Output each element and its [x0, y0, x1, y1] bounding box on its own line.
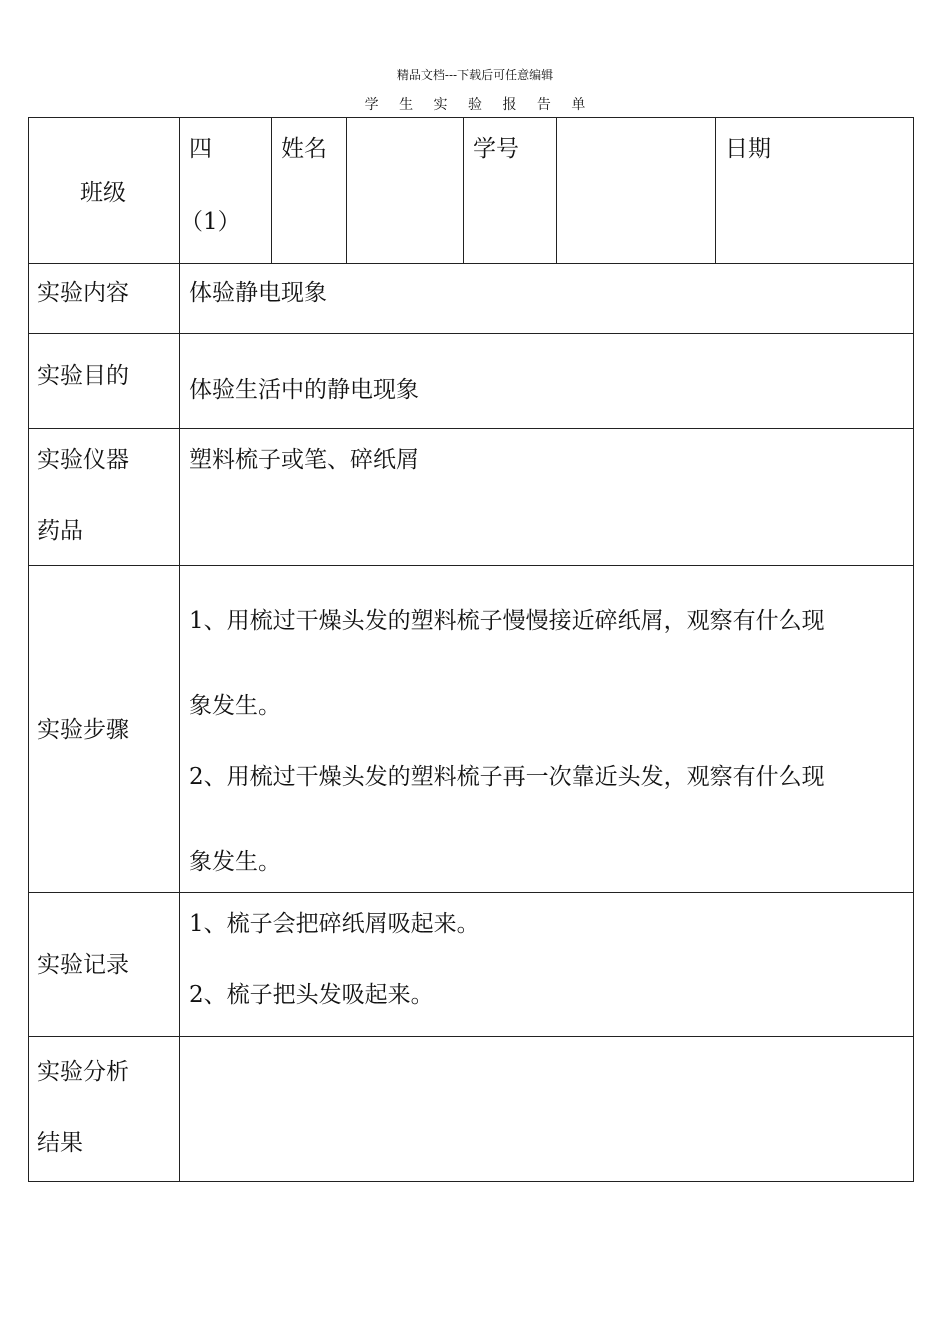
purpose-value: 体验生活中的静电现象	[189, 377, 419, 403]
info-row	[29, 118, 914, 264]
equipment-row	[29, 429, 914, 566]
student-no-label: 学号	[473, 136, 519, 162]
steps-label: 实验步骤	[37, 716, 129, 743]
record-line-1: 1、梳子会把碎纸屑吸起来。	[189, 911, 480, 937]
report-title: 学 生 实 验 报 告 单	[364, 97, 594, 113]
name-label-cell	[272, 118, 347, 264]
document-watermark-note: 精品文档---下载后可任意编辑	[396, 68, 554, 82]
equipment-value-cell[interactable]	[180, 429, 914, 566]
student-no-label-cell	[464, 118, 557, 264]
purpose-label-cell	[29, 334, 180, 429]
date-label: 日期	[725, 136, 771, 162]
content-row	[29, 264, 914, 334]
equipment-label-cell	[29, 429, 180, 566]
step-2-line-1: 2、用梳过干燥头发的塑料梳子再一次靠近头发，观察有什么现	[189, 764, 825, 790]
equipment-label-line2: 药品	[37, 518, 83, 544]
record-label: 实验记录	[37, 952, 129, 978]
equipment-value: 塑料梳子或笔、碎纸屑	[189, 447, 419, 473]
name-label: 姓名	[281, 136, 327, 162]
student-no-value-cell[interactable]	[557, 118, 716, 264]
analysis-label-line2: 结果	[37, 1130, 83, 1156]
step-1-line-2: 象发生。	[189, 693, 281, 719]
class-value-grade: 四	[189, 136, 212, 162]
name-value-cell[interactable]	[347, 118, 464, 264]
analysis-label-cell	[29, 1037, 180, 1182]
analysis-row	[29, 1037, 914, 1182]
content-label-cell	[29, 264, 180, 334]
class-value-cell[interactable]	[180, 118, 272, 264]
steps-row	[29, 566, 914, 893]
class-value-number: （1）	[180, 209, 241, 235]
purpose-label: 实验目的	[37, 363, 129, 389]
date-cell[interactable]	[716, 118, 914, 264]
record-line-2: 2、梳子把头发吸起来。	[189, 982, 434, 1008]
step-1-line-1: 1、用梳过干燥头发的塑料梳子慢慢接近碎纸屑，观察有什么现	[189, 608, 825, 634]
steps-value-cell[interactable]	[180, 566, 914, 893]
record-row	[29, 893, 914, 1037]
class-label: 班级	[80, 180, 126, 206]
class-label-cell	[29, 118, 180, 264]
content-value: 体验静电现象	[189, 280, 327, 306]
content-value-cell[interactable]	[180, 264, 914, 334]
steps-label-cell	[29, 566, 180, 893]
analysis-value-cell[interactable]	[180, 1037, 914, 1182]
equipment-label-line1: 实验仪器	[37, 447, 129, 473]
purpose-value-cell[interactable]	[180, 334, 914, 429]
record-label-cell	[29, 893, 180, 1037]
report-table	[28, 117, 914, 1182]
step-2-line-2: 象发生。	[189, 849, 281, 875]
analysis-label-line1: 实验分析	[37, 1059, 129, 1085]
content-label: 实验内容	[37, 280, 129, 306]
purpose-row	[29, 334, 914, 429]
record-value-cell[interactable]	[180, 893, 914, 1037]
